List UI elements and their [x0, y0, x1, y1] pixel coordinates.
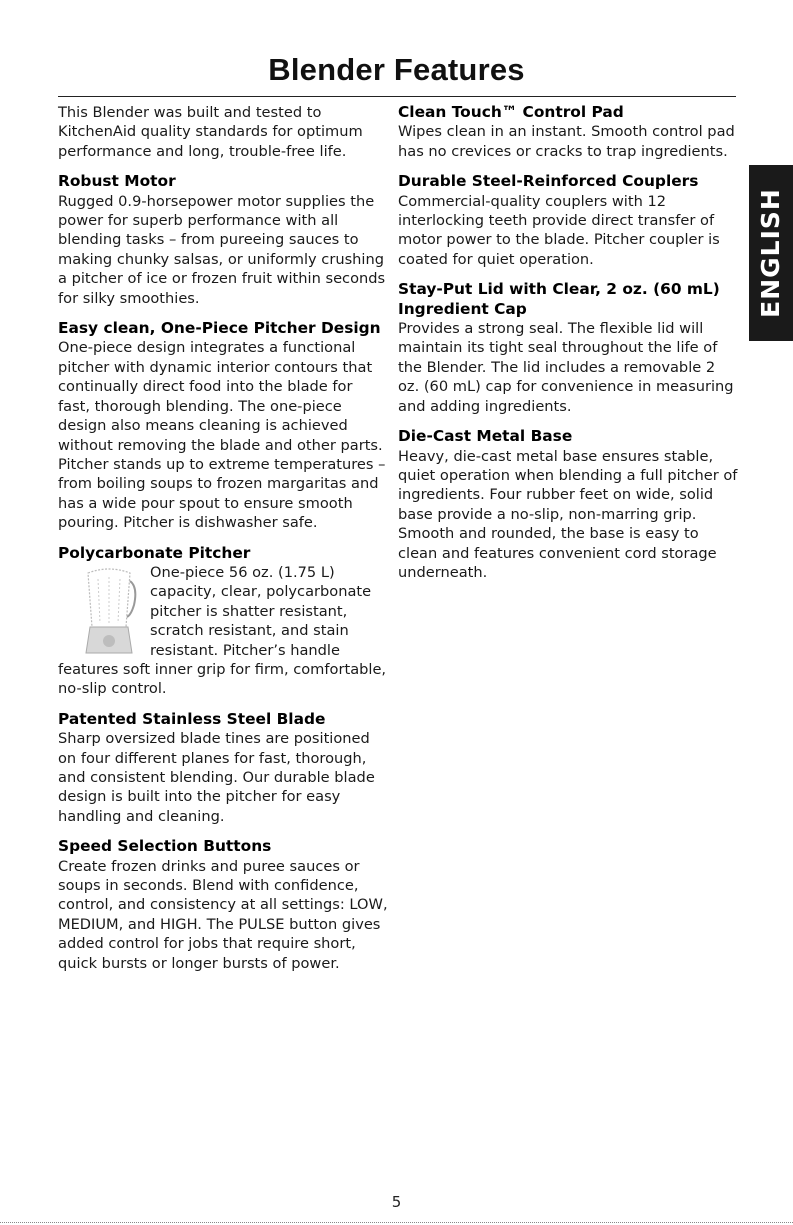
section-heading: Durable Steel-Reinforced Couplers [398, 172, 699, 191]
language-tab-label: ENGLISH [756, 188, 785, 318]
section-body: Rugged 0.9-horsepower motor supplies the power for superb performance with all blending tasks – from pureeing sauces to making chunky salsas, or uniformly crushing a pitcher of ice or frozen fruit within seconds for silky smoothies. [58, 192, 386, 307]
section-metal-base [398, 427, 738, 582]
section-body: Heavy, die-cast metal base ensures stable, quiet operation when blending a full pitcher of ingredients. Four rubber feet on wide, solid base provide a no-slip, non-marring grip. Smooth and rounded, the base is easy to clean and features convenient cord storage underneath. [398, 447, 738, 581]
bottom-divider [0, 1222, 793, 1223]
section-stainless-blade [58, 710, 388, 826]
section-body: One-piece design integrates a functional pitcher with dynamic interior contours that continually direct food into the blade for fast, thorough blending. The one-piece design also means cleaning is achieved without removing the blade and other parts. Pitcher stands up to extreme temperatures – from boiling soups to frozen margaritas and has a wide pour spout to ensure smooth pouring. Pitcher is dishwasher safe. [58, 339, 386, 532]
section-heading: Stay-Put Lid with Clear, 2 oz. (60 mL) Ingredient Cap [398, 280, 720, 318]
section-body: Provides a strong seal. The flexible lid will maintain its tight seal throughout the life of the Blender. The lid includes a removable 2 oz. (60 mL) cap for convenience in measuring and adding ingredients. [398, 320, 734, 415]
section-body: Wipes clean in an instant. Smooth control pad has no crevices or cracks to trap ingredients. [398, 123, 735, 160]
section-body: Sharp oversized blade tines are positioned on four different planes for fast, thorough, and consistent blending. Our durable blade design is built into the pitcher for easy handling and cleaning. [58, 730, 375, 825]
section-heading: Patented Stainless Steel Blade [58, 709, 326, 728]
section-polycarbonate-pitcher [58, 544, 388, 699]
section-heading: Clean Touch™ Control Pad [398, 103, 624, 121]
section-lid [398, 280, 738, 416]
section-control-pad [398, 103, 738, 161]
section-heading: Polycarbonate Pitcher [58, 543, 251, 562]
section-heading: Easy clean, One-Piece Pitcher Design [58, 319, 381, 338]
section-body: One-piece 56 oz. (1.75 L) capacity, clear, polycarbonate pitcher is shatter resistant, scratch resistant, and stain resistant. Pitcher’s handle features soft inner grip for firm, comfortable, no-slip control. [58, 563, 387, 698]
left-column [58, 103, 388, 984]
pitcher-image [78, 565, 140, 657]
section-body: Create frozen drinks and puree sauces or soups in seconds. Blend with confidence, control, and consistency at all settings: LOW, MEDIUM, and HIGH. The PULSE button gives added control for jobs that require short, quick bursts or longer bursts of power. [58, 857, 388, 972]
right-column [398, 103, 738, 593]
intro-paragraph: This Blender was built and tested to KitchenAid quality standards for optimum performance and long, trouble-free life. [58, 104, 363, 160]
section-one-piece-pitcher [58, 319, 388, 532]
section-robust-motor [58, 172, 388, 308]
section-body: Commercial-quality couplers with 12 interlocking teeth provide direct transfer of motor power to the blade. Pitcher coupler is coated for quiet operation. [398, 192, 720, 268]
title-rule [58, 96, 736, 97]
page-number: 5 [391, 1193, 402, 1211]
language-tab [749, 165, 793, 341]
section-heading: Die-Cast Metal Base [398, 427, 573, 446]
section-heading: Speed Selection Buttons [58, 837, 272, 856]
page-title: Blender Features [268, 52, 525, 87]
section-speed-buttons [58, 837, 388, 973]
section-heading: Robust Motor [58, 172, 176, 191]
section-couplers [398, 172, 738, 269]
